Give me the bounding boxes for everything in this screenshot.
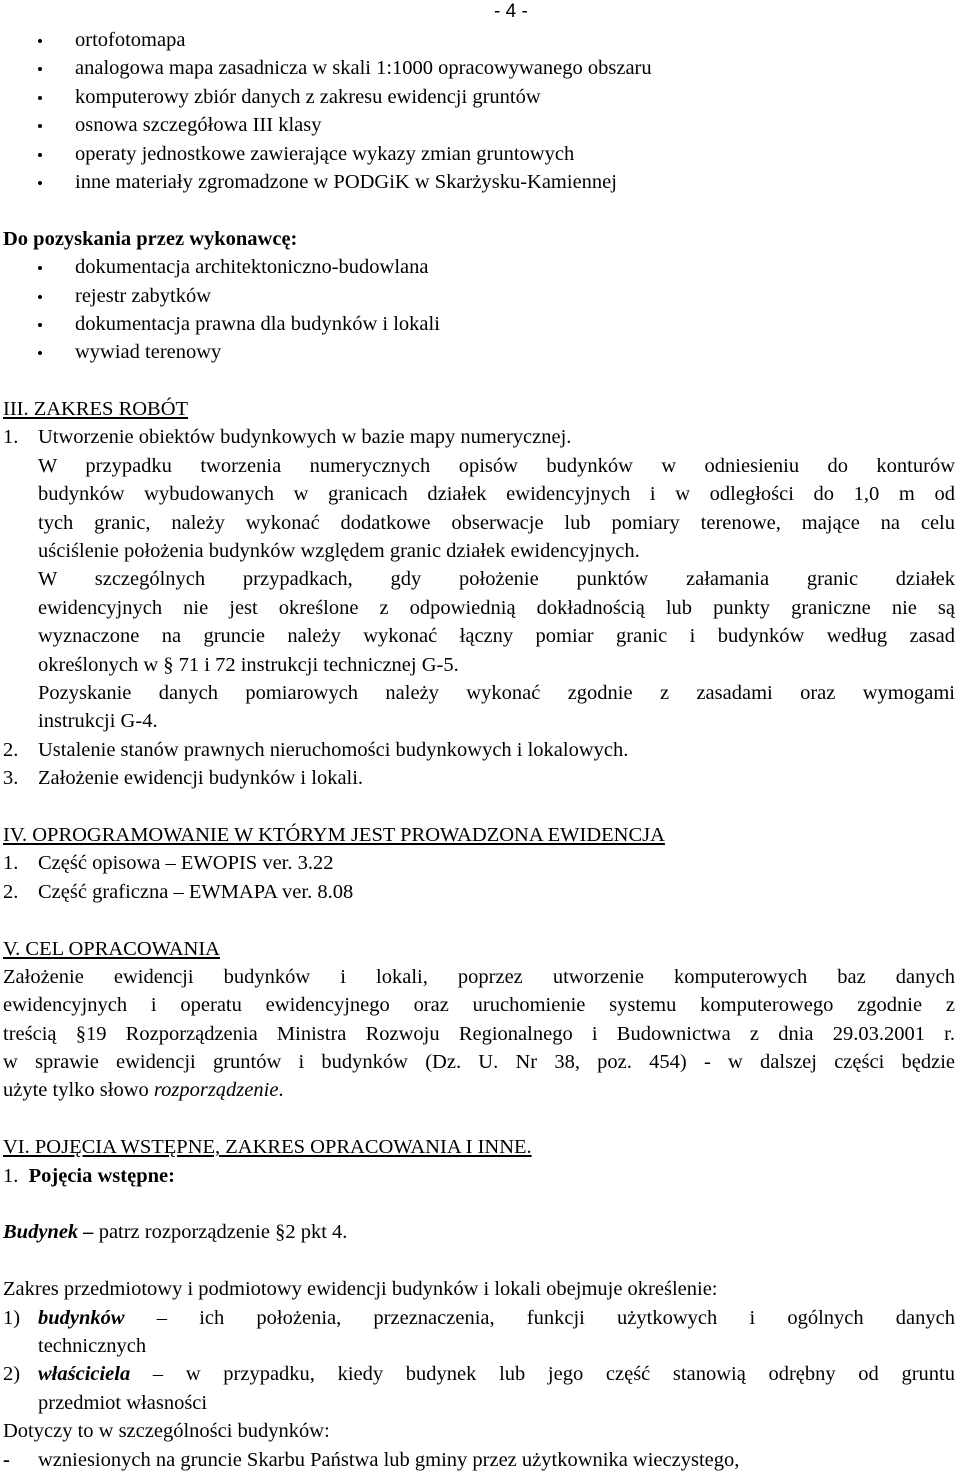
goal-paragraph: Założenie ewidencji budynków i lokali, poprzez utworzenie komputerowych baz danych ewidencyjnych i operatu ewidencyjnego oraz uruchomienie systemu komputerowego zgodnie z treścią §19 Rozporządzenia Ministra Rozwoju Regionalnego i Budownictwa z dnia 29.03.2001 r. w sprawie ewidencji gruntów i budynków (Dz. U. Nr 38, poz. 454) - w dalszej części będzie użyte tylko słowo rozporządzenie. (3, 965, 955, 1102)
list-item: wywiad terenowy (3, 338, 955, 366)
budynek-definition: Budynek – patrz rozporządzenie §2 pkt 4. (3, 1221, 348, 1244)
list-item: ortofotomapa (3, 26, 955, 54)
zakres-item-1: 1) budynków – ich położenia, przeznaczenia, funkcji użytkowych i ogólnych danych technicznych (3, 1306, 955, 1357)
software-item-1: 1. Część opisowa – EWOPIS ver. 3.22 (3, 852, 334, 875)
scope-item-2: 2. Ustalenie stanów prawnych nieruchomości budynkowych i lokalowych. (3, 738, 629, 761)
list-item: rejestr zabytków (3, 282, 955, 310)
concepts-item-1: 1. Pojęcia wstępne: (3, 1164, 175, 1187)
bullet-icon (38, 67, 42, 71)
scope-item-1: 1. Utworzenie obiektów budynkowych w bazie mapy numerycznej. (3, 426, 572, 449)
section-heading-software: IV. OPROGRAMOWANIE W KTÓRYM JEST PROWADZONA EWIDENCJA (3, 823, 665, 846)
bullet-list-acquire (3, 253, 955, 367)
bullet-icon (38, 181, 42, 185)
list-item: dokumentacja architektoniczno-budowlana (3, 253, 955, 281)
software-item-2: 2. Część graficzna – EWMAPA ver. 8.08 (3, 880, 354, 903)
document-page (3, 26, 955, 1474)
zakres-item-2: 2) właściciela – w przypadku, kiedy budynek lub jego część stanowią odrębny od gruntu przedmiot własności (3, 1363, 955, 1414)
bullet-icon (38, 266, 42, 270)
list-item: dokumentacja prawna dla budynków i lokali (3, 310, 955, 338)
bullet-icon (38, 153, 42, 157)
scope-item-3: 3. Założenie ewidencji budynków i lokali. (3, 767, 364, 790)
scope-paragraph-3: Pozyskanie danych pomiarowych należy wykonać zgodnie z zasadami oraz wymogami instrukcji G-4. (38, 681, 955, 733)
scope-paragraph-2: W szczególnych przypadkach, gdy położenie punktów załamania granic działek ewidencyjnych nie jest określone z odpowiednią dokładnością lub punkty graniczne nie są wyznaczone na gruncie należy wykonać łączny pomiar granic i budynków według zasad określonych w § 71 i 72 instrukcji technicznej G-5. (38, 568, 955, 676)
zakres-intro: Zakres przedmiotowy i podmiotowy ewidencji budynków i lokali obejmuje określenie: (3, 1278, 718, 1301)
list-item: operaty jednostkowe zawierające wykazy zmian gruntowych (3, 140, 955, 168)
bullet-icon (38, 124, 42, 128)
section-heading-scope: III. ZAKRES ROBÓT (3, 398, 189, 421)
pozyskanie-heading: Do pozyskania przez wykonawcę: (3, 227, 298, 250)
dash-list-item: - wzniesionych na gruncie Skarbu Państwa lub gminy przez użytkownika wieczystego, (3, 1448, 740, 1471)
section-heading-goal: V. CEL OPRACOWANIA (3, 937, 220, 960)
bullet-icon (38, 96, 42, 100)
scope-paragraph-1: W przypadku tworzenia numerycznych opisów budynków w odniesieniu do konturów budynków wybudowanych w granicach działek ewidencyjnych i w odległości do 1,0 m od tych granic, należy wykonać dodatkowe obserwacje lub pomiary terenowe, mające na celu uściślenie położenia budynków względem granic działek ewidencyjnych. (38, 454, 955, 563)
bullet-icon (38, 39, 42, 43)
bullet-icon (38, 351, 42, 355)
list-item: analogowa mapa zasadnicza w skali 1:1000 opracowywanego obszaru (3, 54, 955, 82)
section-heading-concepts: VI. POJĘCIA WSTĘPNE, ZAKRES OPRACOWANIA I INNE. (3, 1136, 532, 1159)
list-item: komputerowy zbiór danych z zakresu ewidencji gruntów (3, 83, 955, 111)
dotyczy-intro: Dotyczy to w szczególności budynków: (3, 1420, 330, 1443)
list-item: osnowa szczegółowa III klasy (3, 111, 955, 139)
page-number: - 4 - (494, 1, 528, 22)
bullet-icon (38, 295, 42, 299)
list-item: inne materiały zgromadzone w PODGiK w Skarżysku-Kamiennej (3, 168, 955, 196)
bullet-list-materials (3, 26, 955, 196)
bullet-icon (38, 323, 42, 327)
